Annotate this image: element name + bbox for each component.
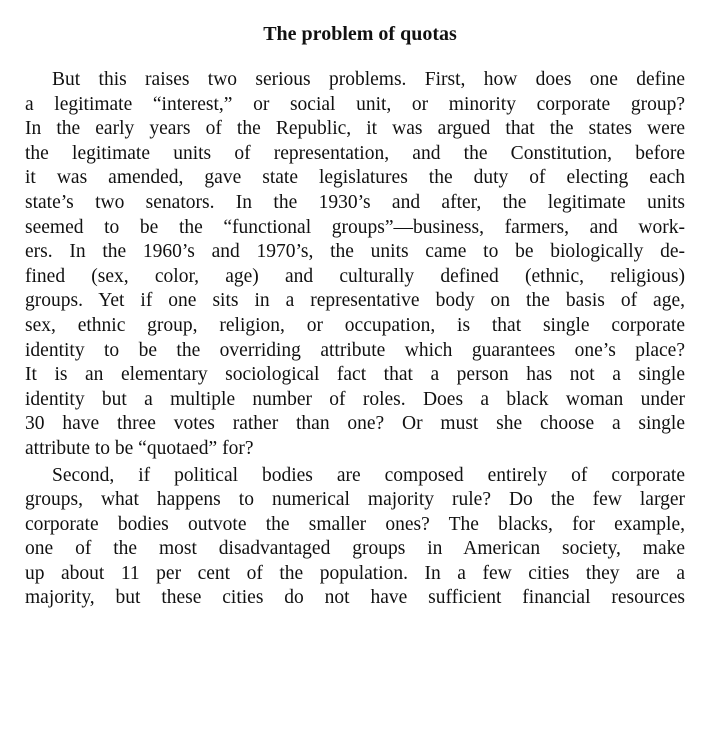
paragraph-2 (25, 464, 685, 612)
text-line: corporate bodies outvote the smaller ones? The blacks, for example, (25, 513, 685, 535)
text-line: it was amended, gave state legislatures the duty of electing each (25, 167, 685, 189)
text-line: Second, if political bodies are composed entirely of corporate (52, 464, 685, 486)
text-line: But this raises two serious problems. First, how does one define (52, 69, 685, 90)
text-line: majority, but these cities do not have sufficient financial resources (25, 587, 685, 609)
text-line: fined (sex, color, age) and culturally defined (ethnic, religious) (25, 265, 685, 287)
text-line: a legitimate “interest,” or social unit, or minority corporate group? (25, 93, 685, 115)
section-title: The problem of quotas (263, 23, 457, 45)
text-line: groups. Yet if one sits in a representative body on the basis of age, (25, 290, 685, 312)
body-text (25, 68, 685, 611)
text-line: the legitimate units of representation, and the Constitution, before (25, 142, 685, 164)
text-line: identity but a multiple number of roles. Does a black woman under (25, 388, 685, 410)
paragraph-1 (25, 68, 685, 462)
text-line: state’s two senators. In the 1930’s and after, the legitimate units (25, 191, 685, 213)
text-line: identity to be the overriding attribute which guarantees one’s place? (25, 339, 685, 361)
document-page (25, 18, 685, 611)
text-line: one of the most disadvantaged groups in American society, make (25, 538, 685, 560)
text-line: sex, ethnic group, religion, or occupation, is that single corporate (25, 314, 685, 336)
text-line: 30 have three votes rather than one? Or must she choose a single (25, 413, 685, 435)
text-line: attribute to be “quotaed” for? (25, 437, 254, 459)
text-line: groups, what happens to numerical majority rule? Do the few larger (25, 489, 685, 511)
text-line: up about 11 per cent of the population. In a few cities they are a (25, 562, 685, 584)
text-line: ers. In the 1960’s and 1970’s, the units came to be biologically de- (25, 241, 685, 263)
text-line: seemed to be the “functional groups”—business, farmers, and work- (25, 216, 685, 238)
text-line: It is an elementary sociological fact that a person has not a single (25, 364, 685, 386)
text-line: In the early years of the Republic, it was argued that the states were (25, 118, 685, 140)
